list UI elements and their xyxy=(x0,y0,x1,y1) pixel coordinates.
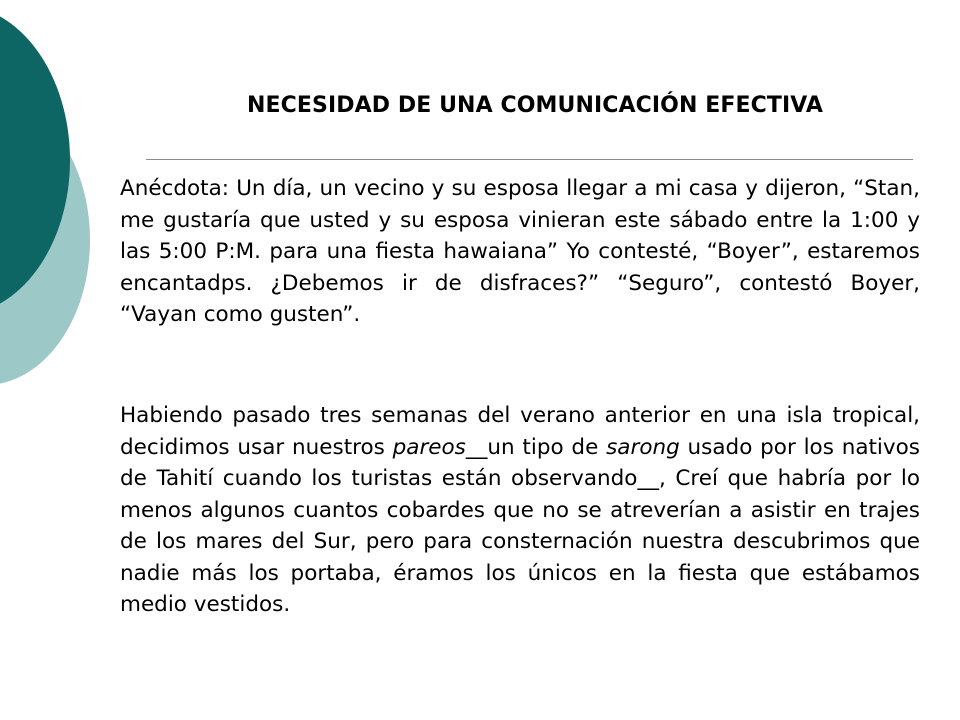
slide-title: NECESIDAD DE UNA COMUNICACIÓN EFECTIVA xyxy=(246,93,824,118)
story-paragraph xyxy=(120,400,920,621)
story-text-part2: __un tipo de xyxy=(465,434,607,460)
story-text-part1: Habiendo pasado tres semanas del verano anterior en una isla tropical, decidimos usar nuestros xyxy=(120,403,920,460)
pareos-term: pareos xyxy=(392,434,466,460)
sarong-term: sarong xyxy=(606,434,680,460)
anecdote-paragraph: Anécdota: Un día, un vecino y su esposa llegar a mi casa y dijeron, “Stan, me gustaría que usted y su esposa vinieran este sábado entre la 1:00 y las 5:00 P:M. para una fiesta hawaiana” Yo contesté, “Boyer”, estaremos encantadps. ¿Debemos ir de disfraces?” “Seguro”, contestó Boyer, “Vayan como gusten”. xyxy=(120,176,920,327)
story-text-part3: usado por los nativos de Tahití cuando los turistas están observando__, Creí que habría por lo menos algunos cuantos cobardes que no se atreverían a asistir en trajes de los mares del Sur, pero para consternación nuestra descubrimos que nadie más los portaba, éramos los únicos en la fiesta que estábamos medio vestidos. xyxy=(120,434,920,617)
title-divider xyxy=(146,159,913,160)
